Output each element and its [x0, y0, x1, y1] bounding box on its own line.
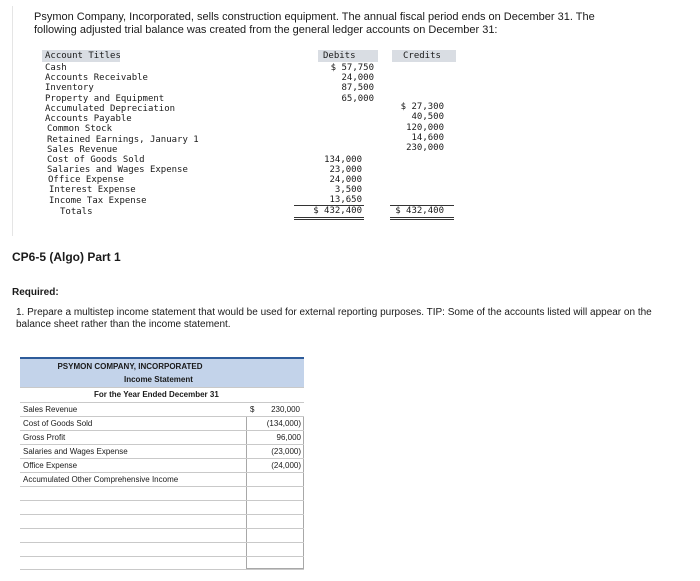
row-label: Cost of Goods Sold [23, 419, 93, 428]
amount-cell[interactable] [246, 557, 304, 569]
credit-total: $ 432,400 [395, 206, 444, 216]
account-name: Interest Expense [49, 185, 136, 195]
account-name: Salaries and Wages Expense [47, 165, 188, 175]
left-border [12, 6, 13, 236]
account-name: Cost of Goods Sold [47, 155, 145, 165]
debit-value: $ 57,750 [330, 63, 374, 73]
statement-period: For the Year Ended December 31 [94, 390, 219, 399]
statement-title: Income Statement [124, 375, 193, 384]
debit-value: 134,000 [324, 155, 362, 165]
debit-value: 65,000 [341, 94, 374, 104]
section-title: CP6-5 (Algo) Part 1 [12, 250, 121, 264]
row-label: Gross Profit [23, 433, 66, 442]
totals-label: Totals [60, 207, 93, 217]
account-name: Sales Revenue [47, 145, 118, 155]
debits-header: Debits [323, 51, 356, 61]
statement-row[interactable] [20, 430, 304, 445]
debit-total: $ 432,400 [313, 206, 362, 216]
blank-row[interactable] [20, 514, 304, 529]
intro-text: Psymon Company, Incorporated, sells construction equipment. The annual fiscal period ends on December 31. The following adjusted trial balance was created from the general ledger accounts on December 31: [34, 11, 595, 36]
credit-value: 40,500 [411, 112, 444, 122]
debit-value: 24,000 [329, 175, 362, 185]
blank-row[interactable] [20, 486, 304, 501]
amount-cell[interactable] [246, 417, 304, 431]
amount-cell[interactable] [246, 431, 304, 445]
credit-value: 230,000 [406, 143, 444, 153]
credit-double-rule [390, 217, 454, 220]
account-name: Office Expense [48, 175, 124, 185]
debit-double-rule [294, 217, 364, 220]
credit-value: 14,600 [411, 133, 444, 143]
account-name: Accumulated Depreciation [45, 104, 176, 114]
statement-row[interactable] [20, 444, 304, 459]
amount-value: 96,000 [276, 433, 301, 442]
statement-period-row [20, 387, 304, 402]
account-titles-header: Account Titles [45, 51, 121, 61]
account-name: Income Tax Expense [49, 196, 147, 206]
required-label: Required: [12, 287, 59, 298]
amount-cell[interactable] [246, 515, 304, 529]
statement-row[interactable] [20, 402, 304, 417]
credits-header: Credits [403, 51, 441, 61]
account-name: Inventory [45, 83, 94, 93]
statement-header-bg [20, 373, 304, 387]
account-name: Retained Earnings, January 1 [47, 135, 199, 145]
row-label: Accumulated Other Comprehensive Income [23, 475, 179, 484]
row-label: Salaries and Wages Expense [23, 447, 128, 456]
amount-value: 230,000 [271, 405, 300, 414]
account-name: Common Stock [47, 124, 113, 134]
debit-value: 24,000 [341, 73, 374, 83]
debit-value: 87,500 [341, 83, 374, 93]
amount-value: (24,000) [271, 461, 301, 470]
blank-row[interactable] [20, 528, 304, 543]
credit-value: $ 27,300 [400, 102, 444, 112]
debit-value: 3,500 [334, 185, 362, 195]
blank-row[interactable] [20, 542, 304, 557]
account-name: Accounts Payable [45, 114, 132, 124]
statement-row[interactable] [20, 458, 304, 473]
trial-balance [40, 50, 460, 220]
account-name: Accounts Receivable [45, 73, 148, 83]
blank-row[interactable] [20, 556, 304, 570]
statement-row[interactable] [20, 416, 304, 431]
debit-value: 23,000 [329, 165, 362, 175]
amount-value: (23,000) [271, 447, 301, 456]
row-label: Office Expense [23, 461, 78, 470]
account-name: Property and Equipment [45, 94, 165, 104]
debit-value: 13,650 [329, 195, 362, 205]
amount-value: (134,000) [266, 419, 301, 428]
account-name: Cash [45, 63, 67, 73]
income-statement [20, 357, 304, 569]
amount-cell[interactable] [246, 487, 304, 501]
statement-row[interactable] [20, 472, 304, 487]
task-text: 1. Prepare a multistep income statement that would be used for external reporting purposes. TIP: Some of the accounts listed will appear on the balance sheet rather than the income statement. [16, 307, 652, 330]
amount-cell[interactable] [246, 459, 304, 473]
amount-cell[interactable] [246, 529, 304, 543]
amount-cell[interactable] [246, 501, 304, 515]
currency-symbol: $ [250, 405, 255, 414]
row-label: Sales Revenue [23, 405, 78, 414]
amount-cell[interactable] [246, 473, 304, 487]
amount-cell[interactable] [246, 543, 304, 557]
blank-row[interactable] [20, 500, 304, 515]
credit-value: 120,000 [406, 123, 444, 133]
company-name: PSYMON COMPANY, INCORPORATED [57, 362, 203, 371]
amount-cell[interactable] [246, 403, 302, 417]
amount-cell[interactable] [246, 445, 304, 459]
